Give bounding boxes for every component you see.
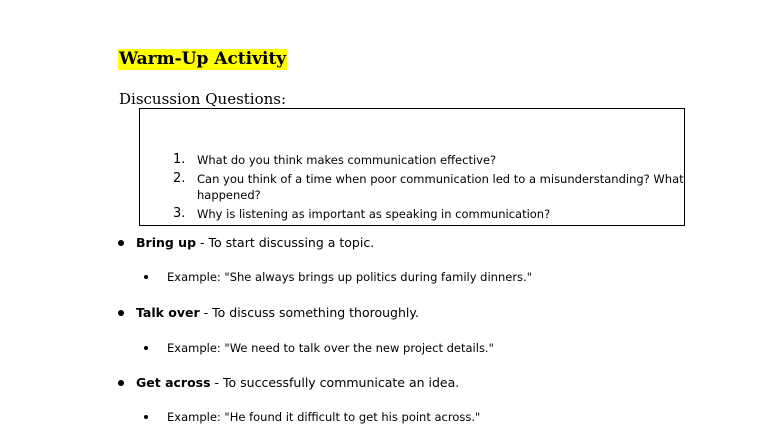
page-title xyxy=(118,48,287,70)
discussion-heading: Discussion Questions: xyxy=(119,90,287,108)
term-definition: - To discuss something thoroughly. xyxy=(199,305,419,320)
question-number: 3. xyxy=(173,206,186,221)
term-word: Talk over xyxy=(136,305,200,320)
term-line xyxy=(136,235,374,251)
bullet-icon xyxy=(144,346,148,350)
term-word: Bring up xyxy=(136,235,197,250)
bullet-icon xyxy=(144,275,148,279)
term-line xyxy=(136,305,419,321)
example-text: Example: "He found it difficult to get his point across." xyxy=(167,410,481,424)
bullet-icon xyxy=(118,380,124,386)
example-text: Example: "She always brings up politics during family dinners." xyxy=(167,270,532,284)
bullet-icon xyxy=(118,240,124,246)
bullet-icon xyxy=(144,415,148,419)
question-number: 2. xyxy=(173,171,186,186)
term-line xyxy=(136,375,459,391)
question-text: Why is listening as important as speaking in communication? xyxy=(197,207,551,221)
question-number: 1. xyxy=(173,152,186,167)
question-text: happened? xyxy=(197,188,261,202)
term-definition: - To start discussing a topic. xyxy=(196,235,375,250)
example-text: Example: "We need to talk over the new project details." xyxy=(167,341,494,355)
title-highlight: Warm-Up Activity xyxy=(119,49,287,69)
question-text: Can you think of a time when poor communication led to a misunderstanding? What xyxy=(197,172,684,186)
question-text: What do you think makes communication effective? xyxy=(197,153,497,167)
term-definition: - To successfully communicate an idea. xyxy=(210,375,460,390)
bullet-icon xyxy=(118,310,124,316)
term-word: Get across xyxy=(136,375,211,390)
